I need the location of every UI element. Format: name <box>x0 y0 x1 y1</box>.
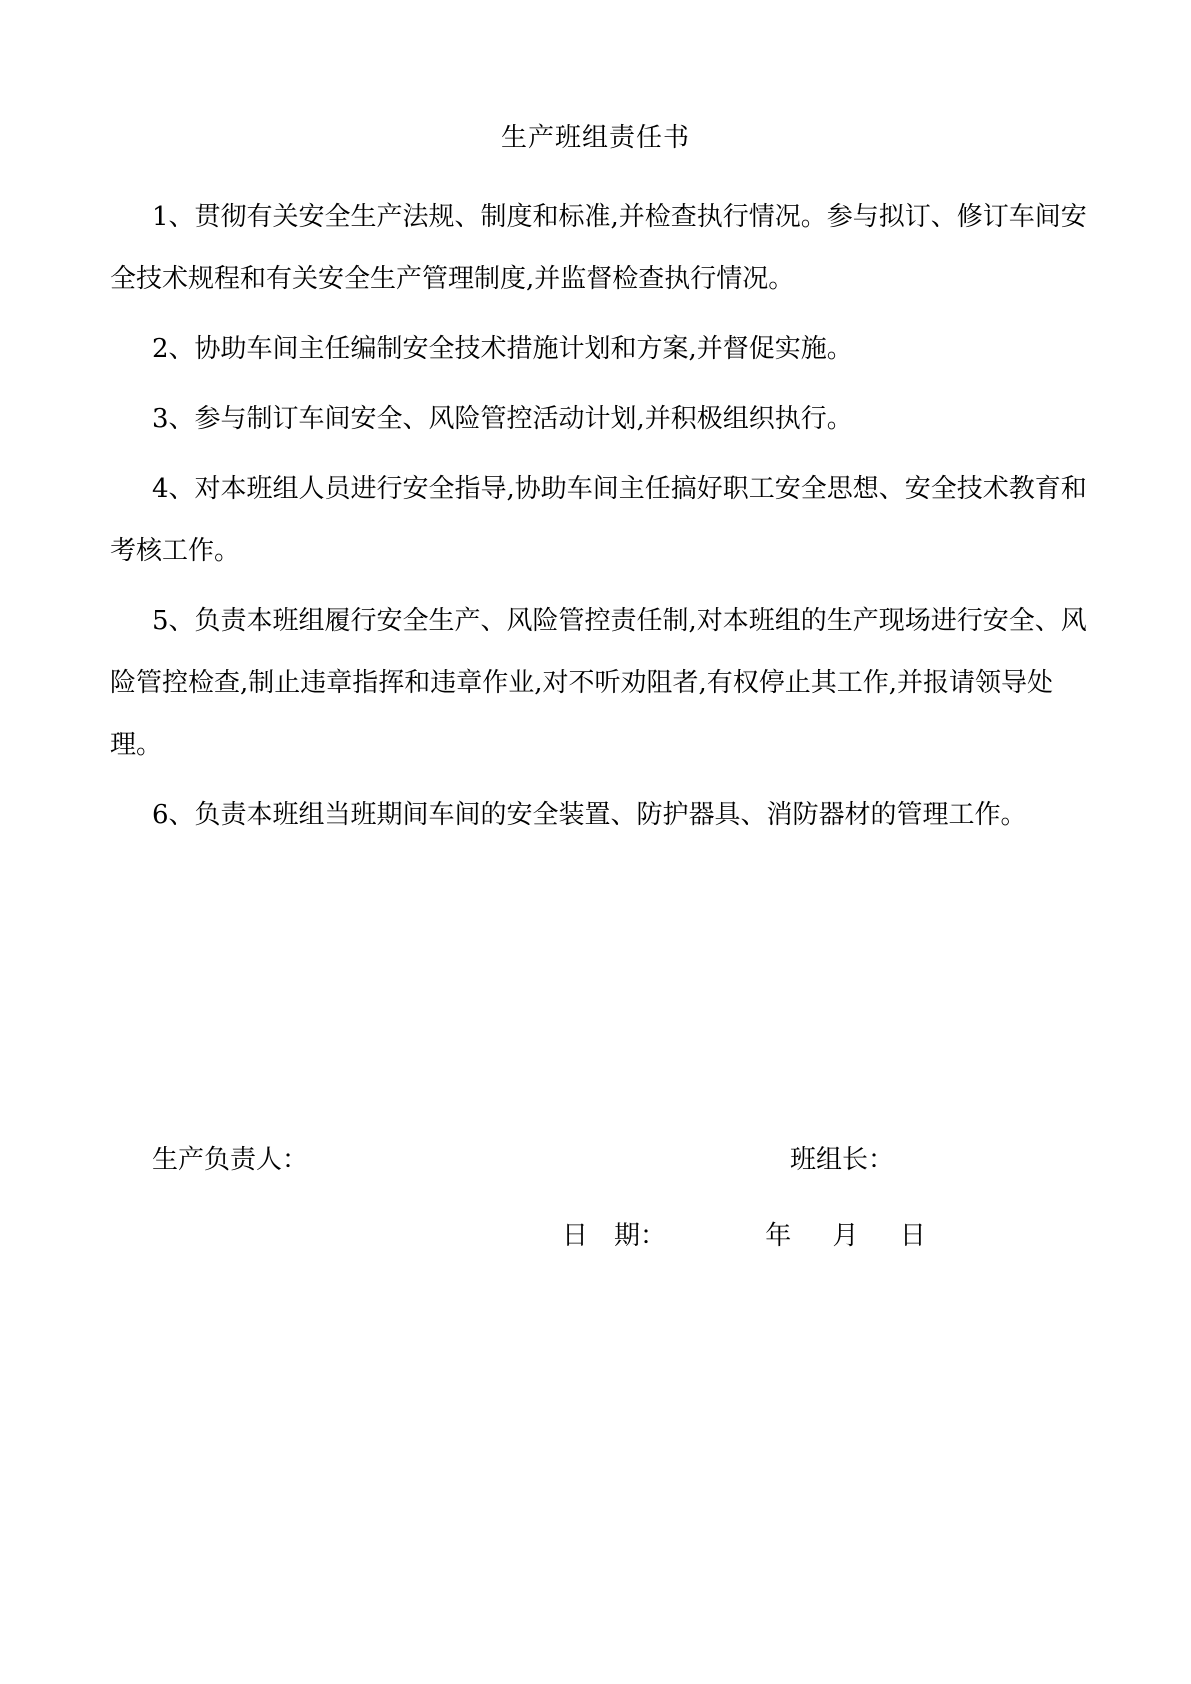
paragraph-6: 6、负责本班组当班期间车间的安全装置、防护器具、消防器材的管理工作。 <box>152 800 1027 830</box>
day-label: 日 <box>899 1221 926 1251</box>
paragraph-5: 5、负责本班组履行安全生产、风险管控责任制,对本班组的生产现场进行安全、风险管控检查,制止违章指挥和违章作业,对不听劝阻者,有权停止其工作,并报请领导处理。 <box>110 606 1087 760</box>
team-leader-label: 班组长： <box>790 1145 895 1175</box>
paragraph-4: 4、对本班组人员进行安全指导,协助车间主任搞好职工安全思想、安全技术教育和考核工作。 <box>110 474 1087 566</box>
paragraph-3: 3、参与制订车间安全、风险管控活动计划,并积极组织执行。 <box>152 404 853 434</box>
document-body <box>110 186 1090 854</box>
document-title: 生产班组责任书 <box>500 123 690 153</box>
paragraph-1: 1、贯彻有关安全生产法规、制度和标准,并检查执行情况。参与拟订、修订车间安全技术规程和有关安全生产管理制度,并监督检查执行情况。 <box>110 202 1087 294</box>
paragraph-2: 2、协助车间主任编制安全技术措施计划和方案,并督促实施。 <box>152 334 853 364</box>
signature-block <box>0 1140 1191 1280</box>
date-row <box>562 1216 926 1256</box>
year-label: 年 <box>765 1221 792 1251</box>
month-label: 月 <box>832 1221 859 1251</box>
date-label: 日 期： <box>562 1221 667 1251</box>
production-manager-label: 生产负责人： <box>152 1145 309 1175</box>
